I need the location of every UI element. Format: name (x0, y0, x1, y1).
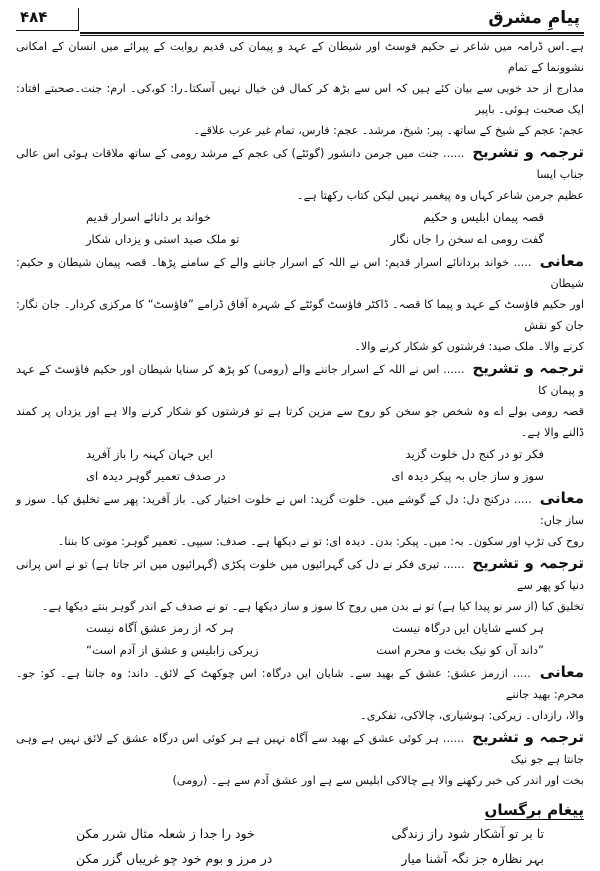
verse-hemistich: بہر نظارہ جز نگہ آشنا میار (401, 851, 544, 866)
text-line: مدارج از حد خوبی سے بیان کئے ہیں کہ اس سے بڑھ کر کمال فن خیال نہیں آسکتا۔را: کو،کی۔ ارم: جنت۔صحبتے افتاد: ایک صحبت ہوئی۔ باپیر (16, 82, 584, 116)
text-line: بخت اور اندر کی خبر رکھنے والا ہے چالاکی ابلیس سے ہے اور عشق آدم سے ہے۔ (رومی) (172, 774, 584, 787)
text-line: اس نے اللہ کے اسرار جاننے والے (رومی) کو پڑھ کر سنایا شیطان اور حکیم فاؤسٹ کے عہد و پیمان کا (16, 363, 584, 397)
meanings-block: معانی ..... ازرمز عشق: عشق کے بھید سے۔ شایان ایں درگاہ: اس چوکھٹ کے لائق۔ داند: وہ جانتا ہے۔ کو: جو۔ محرم: بھید جاننے والا، رازداں۔ زیرکی: ہوشیاری، چالاکی، تفکری۔ (16, 662, 584, 726)
verse-hemistich: خواند بر دانائے اسرار قدیم (86, 210, 211, 224)
verse-hemistich: ”داند آں کو نیک بخت و محرم است (376, 643, 544, 657)
translation-block: ترجمہ و تشریح ...... اس نے اللہ کے اسرار جاننے والے (رومی) کو پڑھ کر سنایا شیطان اور حکیم فاؤسٹ کے عہد و پیمان کا قصہ رومی بولے اے وہ شخص جو سخن کو روح سے مزین کرتا ہے تو فرشتوں کو شکار کرنے والا ہے اور یزداں پر کمند ڈالنے والا ہے۔ (16, 358, 584, 443)
verse-hemistich: زیرکی زابلیس و عشق از آدم است“ (86, 643, 259, 657)
verse-hemistich: خود را جدا ز شعلہ مثال شرر مکن (76, 826, 255, 841)
section-label: ترجمہ و تشریح (472, 143, 584, 161)
verse-group (16, 617, 584, 661)
text-line: عجم: عجم کے شیخ کے ساتھ۔ پیر: شیخ، مرشد۔ عجم: فارس، تمام غیر عرب علاقے۔ (193, 124, 584, 137)
page-header (16, 8, 584, 36)
poem-title: پیغام برگساں (484, 801, 584, 819)
section-label: ترجمہ و تشریح (472, 359, 584, 377)
verse-hemistich: تا بر تو آشکار شود راز زندگی (391, 826, 544, 841)
text-line: ازرمز عشق: عشق کے بھید سے۔ شایان ایں درگاہ: اس چوکھٹ کے لائق۔ داند: وہ جانتا ہے۔ کو: جو۔ محرم: بھید جاننے (16, 667, 584, 701)
section-label: معانی (539, 489, 584, 507)
verse-hemistich: سوز و ساز جاں بہ پیکر دیدہ ای (391, 469, 544, 483)
verse-hemistich: گفت رومی اے سخن را جاں نگار (390, 232, 544, 246)
verse-hemistich: ہر کسے شایان ایں درگاہ نیست (392, 621, 544, 635)
section-label: معانی (539, 252, 584, 270)
text-line: عظیم جرمن شاعر کہاں وہ پیغمبر نہیں لیکن کتاب رکھتا ہے۔ (297, 189, 584, 202)
verse-hemistich: فکر تو در کنج دل خلوت گزید (405, 447, 544, 461)
verse-line (16, 465, 584, 487)
text-line: قصہ رومی بولے اے وہ شخص جو سخن کو روح سے مزین کرتا ہے تو فرشتوں کو شکار کرنے والا ہے اور یزداں پر کمند ڈالنے والا ہے۔ (16, 405, 584, 439)
verse-group (16, 443, 584, 487)
translation-block: ترجمہ و تشریح ...... تیری فکر نے دل کی گہرائیوں میں خلوت پکڑی (گہرائیوں میں اتر جاتا ہے) تو نے اس پرانی دنیا کو پھر سے تخلیق کیا (از سر نو پیدا کیا ہے) تو نے بدن میں روح کا سوز و ساز دیکھا ہے۔ تو نے صدف کے اندر گوہر بنتے دیکھا ہے۔ (16, 553, 584, 617)
text-line: خواند بردانائے اسرار قدیم: اس نے اللہ کے اسرار جاننے والے کے سامنے پڑھا۔ قصہ پیمان شیطان و حکیم: شیطان (16, 256, 584, 290)
text-line: ہے۔اس ڈرامہ میں شاعر نے حکیم فوسٹ اور شیطان کے عہد و پیمان کی قدیم روایت کے پیرائے میں انسان کے امکانی نشوونما کے تمام (16, 40, 584, 74)
verse-hemistich: قصہ پیمان ابلیس و حکیم (423, 210, 544, 224)
text-line: تیری فکر نے دل کی گہرائیوں میں خلوت پکڑی (گہرائیوں میں اتر جاتا ہے) تو نے اس پرانی دنیا کو پھر سے (16, 558, 584, 592)
text-line: ہر کوئی عشق کے بھید سے آگاہ نہیں ہے ہر کوئی اس درگاہ عشق کے لائق نہیں ہے وہی جانتا ہے جو نیک (16, 732, 584, 766)
verse-hemistich: ہر کہ از رمز عشق آگاہ نیست (86, 621, 234, 635)
verse-line (16, 821, 584, 846)
text-line: والا، رازداں۔ زیرکی: ہوشیاری، چالاکی، تفکری۔ (360, 709, 584, 722)
verse-line (16, 639, 584, 661)
meanings-block: معانی ..... درکنج دل: دل کے گوشے میں۔ خلوت گزید: اس نے خلوت اختیار کی۔ باز آفرید: پھر سے تخلیق کیا۔ سوز و ساز جاں: روح کی تڑپ اور سکون۔ بہ: میں۔ پیکر: بدن۔ دیدہ ای: تو نے دیکھا ہے۔ صدف: سیپی۔ تعمیر گوہر: موتی کا بننا۔ (16, 488, 584, 552)
header-rule (80, 32, 584, 34)
meanings-block: معانی ..... خواند بردانائے اسرار قدیم: اس نے اللہ کے اسرار جاننے والے کے سامنے پڑھا۔ قصہ پیمان شیطان و حکیم: شیطان اور حکیم فاؤسٹ کے عہد و پیما کا قصہ۔ ڈاکٹر فاؤسٹ گوئٹے کے شہرہ آفاق ڈرامے ”فاؤسٹ“ کا مرکزی کردار۔ جان نگار: جان کو نقش کرنے والا۔ ملک صید: فرشتوں کو شکار کرنے والا۔ (16, 251, 584, 357)
translation-block: ترجمہ و تشریح ...... جنت میں جرمن دانشور (گوئٹے) کی عجم کے مرشد رومی کے ساتھ ملاقات ہوئی اس عالی جناب ایسا عظیم جرمن شاعر کہاں وہ پیغمبر نہیں لیکن کتاب رکھتا ہے۔ (16, 142, 584, 206)
verse-line (16, 443, 584, 465)
page-number: ۴۸۴ (20, 8, 48, 26)
text-line: روح کی تڑپ اور سکون۔ بہ: میں۔ پیکر: بدن۔ دیدہ ای: تو نے دیکھا ہے۔ صدف: سیپی۔ تعمیر گوہر: موتی کا بننا۔ (57, 535, 584, 548)
intro-paragraph (16, 36, 584, 141)
verse-hemistich: ایں جہان کہنہ را باز آفرید (86, 447, 213, 461)
text-line: اور حکیم فاؤسٹ کے عہد و پیما کا قصہ۔ ڈاکٹر فاؤسٹ گوئٹے کے شہرہ آفاق ڈرامے ”فاؤسٹ“ کا مرکزی کردار۔ جان نگار: جان کو نقش (16, 298, 584, 332)
verse-line (16, 206, 584, 228)
text-line: کرنے والا۔ ملک صید: فرشتوں کو شکار کرنے والا۔ (354, 340, 584, 353)
verse-hemistich: در صدف تعمیر گوہر دیدہ ای (86, 469, 226, 483)
text-line: تخلیق کیا (از سر نو پیدا کیا ہے) تو نے بدن میں روح کا سوز و ساز دیکھا ہے۔ تو نے صدف کے اندر گوہر بنتے دیکھا ہے۔ (42, 600, 584, 613)
verse-line (16, 846, 584, 871)
running-title: پیامِ مشرق (488, 8, 580, 28)
verse-hemistich: در مرز و بوم خود چو غریباں گزر مکن (76, 851, 273, 866)
verse-line (16, 228, 584, 250)
poem-heading-wrap (16, 791, 584, 821)
verse-group (16, 206, 584, 250)
text-line: درکنج دل: دل کے گوشے میں۔ خلوت گزید: اس نے خلوت اختیار کی۔ باز آفرید: پھر سے تخلیق کیا۔ سوز و ساز جاں: (16, 493, 584, 527)
verse-line (16, 617, 584, 639)
section-label: ترجمہ و تشریح (472, 728, 584, 746)
text-line: جنت میں جرمن دانشور (گوئٹے) کی عجم کے مرشد رومی کے ساتھ ملاقات ہوئی اس عالی جناب ایسا (16, 147, 584, 181)
header-rule-thin (80, 35, 584, 36)
verse-group (16, 821, 584, 871)
section-label: معانی (539, 663, 584, 681)
verse-hemistich: تو ملک صید استی و یزداں شکار (86, 232, 240, 246)
section-label: ترجمہ و تشریح (472, 554, 585, 572)
translation-block: ترجمہ و تشریح ...... ہر کوئی عشق کے بھید سے آگاہ نہیں ہے ہر کوئی اس درگاہ عشق کے لائق نہیں ہے وہی جانتا ہے جو نیک بخت اور اندر کی خبر رکھنے والا ہے چالاکی ابلیس سے ہے اور عشق آدم سے ہے۔ (رومی) (16, 727, 584, 791)
